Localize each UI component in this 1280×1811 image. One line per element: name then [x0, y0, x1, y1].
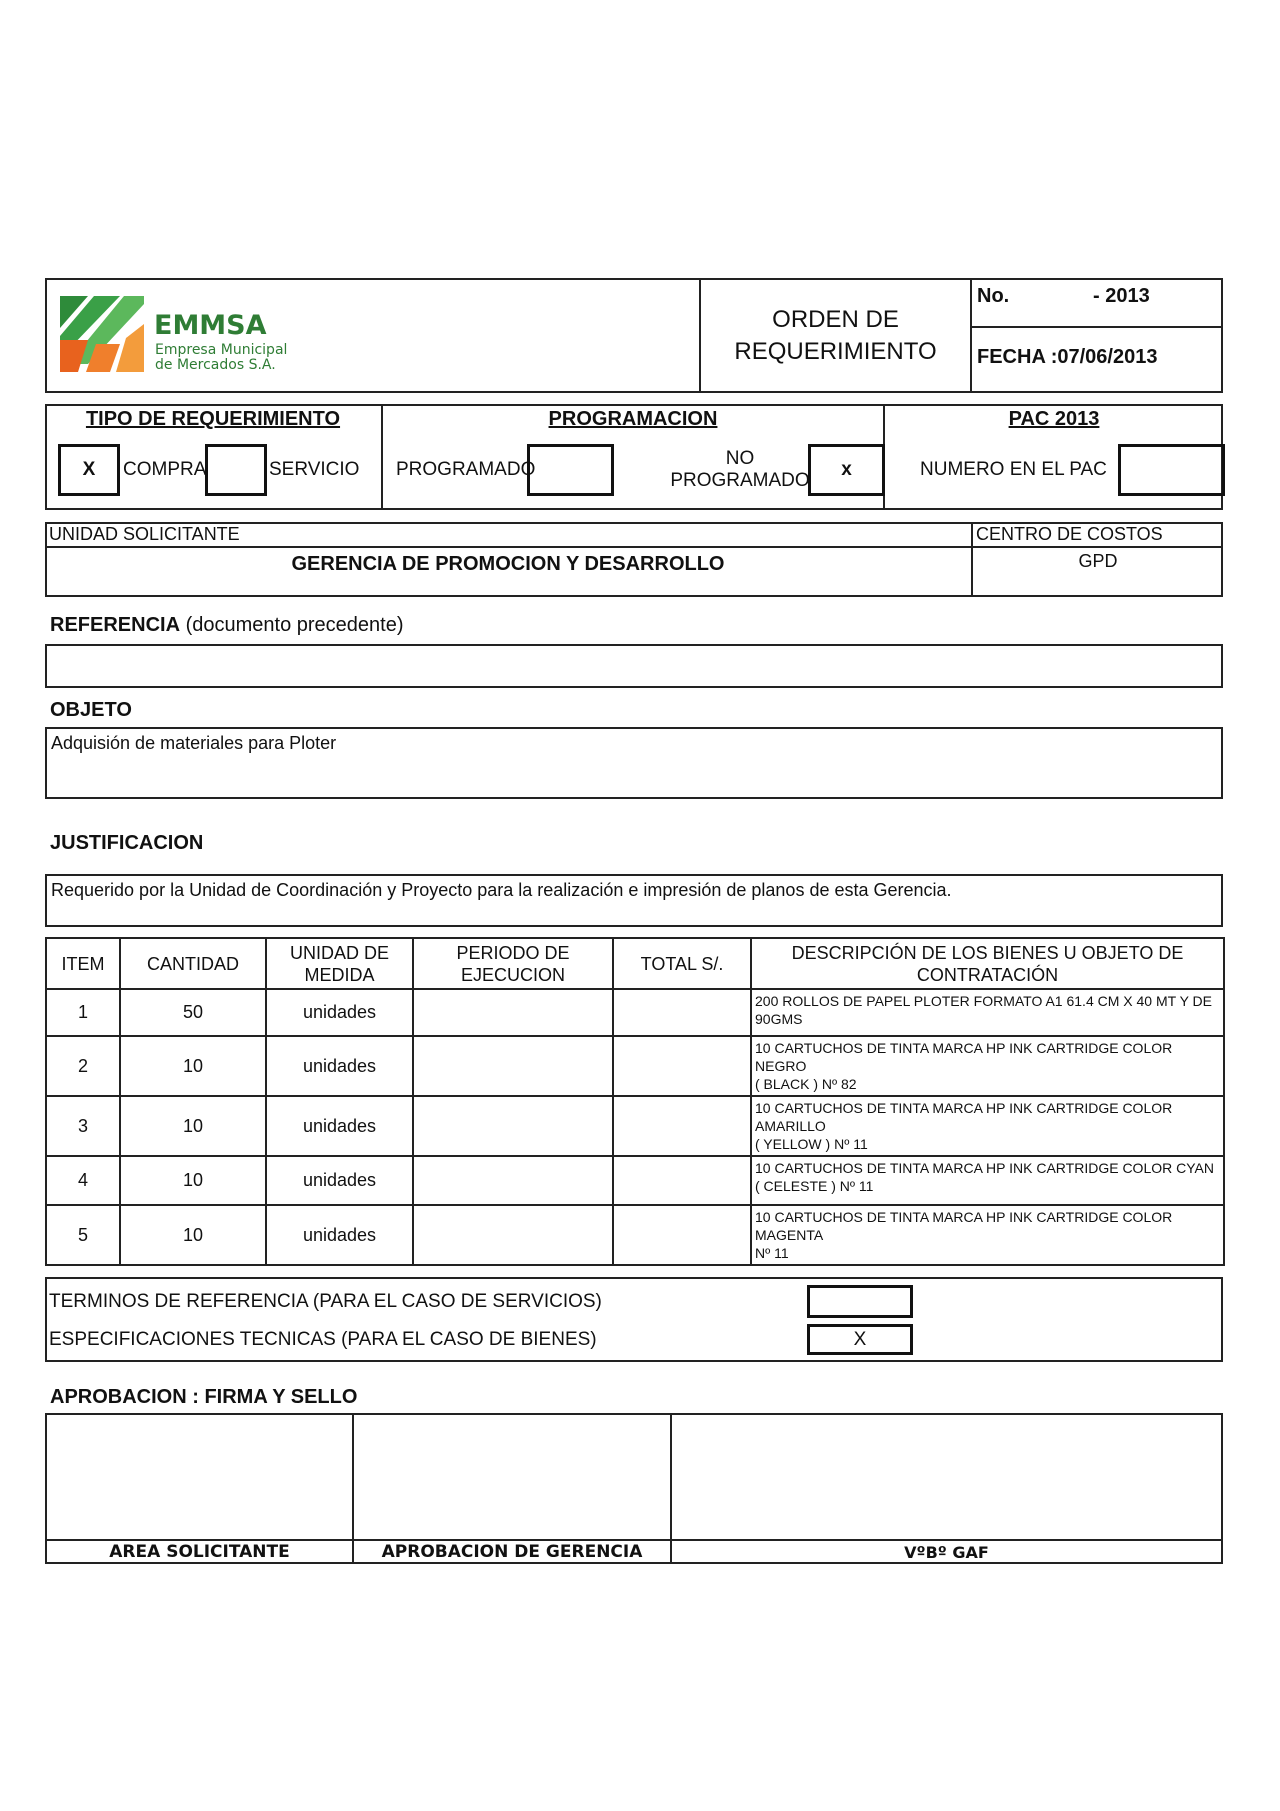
desc-line-2: Nº 11 [755, 1245, 789, 1261]
centro-costos-value[interactable]: GPD [1078, 551, 1118, 571]
compra-label: COMPRA [123, 459, 207, 480]
desc-cell[interactable] [751, 1096, 1224, 1156]
col-periodo-header [413, 938, 613, 989]
vobo-gaf-label: VºBº GAF [904, 1543, 989, 1562]
desc-line-1: 10 CARTUCHOS DE TINTA MARCA HP INK CARTRIDGE COLOR MAGENTA [755, 1209, 1173, 1243]
aprobacion-title: APROBACION : FIRMA Y SELLO [50, 1386, 358, 1408]
cantidad-cell[interactable]: 10 [120, 1096, 266, 1156]
periodo-cell[interactable] [413, 1036, 613, 1096]
signature-vobo-gaf[interactable] [672, 1415, 1221, 1539]
table-row [46, 989, 1224, 1036]
desc-cell[interactable] [751, 1156, 1224, 1205]
col-unidad-header-l1: UNIDAD DE [289, 942, 389, 963]
item-cell: 3 [46, 1096, 120, 1156]
especificaciones-bienes-checkbox[interactable]: X [807, 1324, 913, 1355]
referencia-label-bold: REFERENCIA [50, 614, 181, 636]
servicio-label: SERVICIO [269, 459, 360, 480]
table-row [46, 1156, 1224, 1205]
col-desc-header-l2: CONTRATACIÓN [916, 964, 1059, 985]
desc-line-2: 90GMS [755, 1011, 803, 1027]
col-cantidad-header: CANTIDAD [120, 938, 266, 989]
referencia-label [50, 614, 404, 637]
unidad-cell[interactable]: unidades [266, 989, 413, 1036]
desc-line-2: ( BLACK ) Nº 82 [755, 1076, 857, 1092]
col-total-header: TOTAL S/. [613, 938, 751, 989]
item-cell: 1 [46, 989, 120, 1036]
cantidad-cell[interactable]: 10 [120, 1156, 266, 1205]
header-divider-1 [699, 278, 701, 393]
total-cell[interactable] [613, 1205, 751, 1265]
servicio-checkbox[interactable] [205, 444, 267, 496]
total-cell[interactable] [613, 989, 751, 1036]
periodo-cell[interactable] [413, 1156, 613, 1205]
desc-line-1: 10 CARTUCHOS DE TINTA MARCA HP INK CARTRIDGE COLOR AMARILLO [755, 1100, 1173, 1134]
programado-label: PROGRAMADO [396, 459, 536, 480]
unidad-cell[interactable]: unidades [266, 1036, 413, 1096]
pac-title: PAC 2013 [1008, 408, 1100, 430]
col-unidad-header-l2: MEDIDA [304, 964, 375, 985]
date-label[interactable]: FECHA :07/06/2013 [977, 346, 1158, 368]
unidad-value[interactable]: GERENCIA DE PROMOCION Y DESARROLLO [291, 553, 725, 575]
justificacion-value: Requerido por la Unidad de Coordinación y Proyecto para la realización e impresión de planos de esta Gerencia. [51, 880, 952, 900]
unidad-cell[interactable]: unidades [266, 1156, 413, 1205]
periodo-cell[interactable] [413, 989, 613, 1036]
cantidad-cell[interactable]: 10 [120, 1036, 266, 1096]
logo-brand: EMMSA [154, 310, 267, 341]
doc-title-line-1: ORDEN DE [772, 306, 899, 333]
desc-line-1: 200 ROLLOS DE PAPEL PLOTER FORMATO A1 61.4 CM X 40 MT Y DE [755, 993, 1212, 1009]
especificaciones-bienes-label: ESPECIFICACIONES TECNICAS (PARA EL CASO DE BIENES) [49, 1329, 597, 1350]
total-cell[interactable] [613, 1156, 751, 1205]
number-box-border [970, 326, 1223, 340]
justificacion-box[interactable] [45, 874, 1223, 927]
aprobacion-gerencia-label: APROBACION DE GERENCIA [381, 1542, 643, 1562]
objeto-label: OBJETO [50, 699, 132, 721]
cantidad-cell[interactable]: 50 [120, 989, 266, 1036]
desc-cell[interactable] [751, 989, 1224, 1036]
aprobacion-hline [45, 1539, 1223, 1541]
table-row [46, 1096, 1224, 1156]
referencia-input[interactable] [45, 644, 1223, 688]
item-cell: 5 [46, 1205, 120, 1265]
doc-title-line-2: REQUERIMIENTO [734, 338, 937, 365]
total-cell[interactable] [613, 1096, 751, 1156]
number-label: No. [977, 285, 1010, 307]
item-cell: 2 [46, 1036, 120, 1096]
compra-checkbox[interactable]: X [58, 444, 120, 496]
unidad-hline [45, 546, 1223, 548]
col-item-header: ITEM [46, 938, 120, 989]
unidad-label: UNIDAD SOLICITANTE [49, 524, 240, 544]
signature-aprobacion-gerencia[interactable] [354, 1415, 670, 1539]
logo-line-2: de Mercados S.A. [155, 357, 276, 373]
terminos-servicios-label: TERMINOS DE REFERENCIA (PARA EL CASO DE SERVICIOS) [49, 1291, 602, 1312]
col-desc-header [751, 938, 1224, 989]
programacion-title: PROGRAMACION [548, 408, 718, 430]
item-cell: 4 [46, 1156, 120, 1205]
table-row [46, 1036, 1224, 1096]
numero-pac-input[interactable] [1118, 444, 1225, 496]
items-header-row [46, 938, 1224, 989]
periodo-cell[interactable] [413, 1205, 613, 1265]
desc-line-2: ( YELLOW ) Nº 11 [755, 1136, 868, 1152]
terminos-servicios-checkbox[interactable] [807, 1285, 913, 1318]
logo-mark-icon [58, 294, 150, 374]
total-cell[interactable] [613, 1036, 751, 1096]
tipo-title: TIPO DE REQUERIMIENTO [85, 408, 341, 430]
unidad-cell[interactable]: unidades [266, 1205, 413, 1265]
justificacion-label: JUSTIFICACION [50, 832, 204, 854]
desc-line-1: 10 CARTUCHOS DE TINTA MARCA HP INK CARTRIDGE COLOR NEGRO [755, 1040, 1173, 1074]
table-row [46, 1205, 1224, 1265]
col-unidad-header [266, 938, 413, 989]
referencia-label-rest: (documento precedente) [185, 614, 404, 636]
number-value[interactable]: - 2013 [1093, 285, 1150, 307]
col-periodo-header-l1: PERIODO DE [456, 942, 570, 963]
cantidad-cell[interactable]: 10 [120, 1205, 266, 1265]
items-table [45, 937, 1225, 1266]
no-programado-label-1: NO [725, 448, 755, 469]
no-programado-checkbox[interactable]: x [808, 444, 885, 496]
logo-line-1: Empresa Municipal [155, 342, 288, 358]
unidad-cell[interactable]: unidades [266, 1096, 413, 1156]
desc-cell[interactable] [751, 1205, 1224, 1265]
desc-cell[interactable] [751, 1036, 1224, 1096]
emmsa-logo [58, 294, 288, 376]
programado-checkbox[interactable] [527, 444, 614, 496]
desc-line-2: ( CELESTE ) Nº 11 [755, 1178, 874, 1194]
centro-costos-label: CENTRO DE COSTOS [976, 524, 1163, 544]
col-desc-header-l1: DESCRIPCIÓN DE LOS BIENES U OBJETO DE [791, 942, 1184, 963]
no-programado-label-2: PROGRAMADO [670, 470, 810, 491]
objeto-box[interactable] [45, 727, 1223, 799]
objeto-value: Adquisión de materiales para Ploter [51, 733, 337, 753]
area-solicitante-label: AREA SOLICITANTE [109, 1542, 290, 1562]
desc-line-1: 10 CARTUCHOS DE TINTA MARCA HP INK CARTRIDGE COLOR CYAN [755, 1160, 1214, 1176]
signature-area-solicitante[interactable] [47, 1415, 352, 1539]
col-periodo-header-l2: EJECUCION [460, 964, 565, 985]
periodo-cell[interactable] [413, 1096, 613, 1156]
numero-pac-label: NUMERO EN EL PAC [920, 459, 1107, 480]
